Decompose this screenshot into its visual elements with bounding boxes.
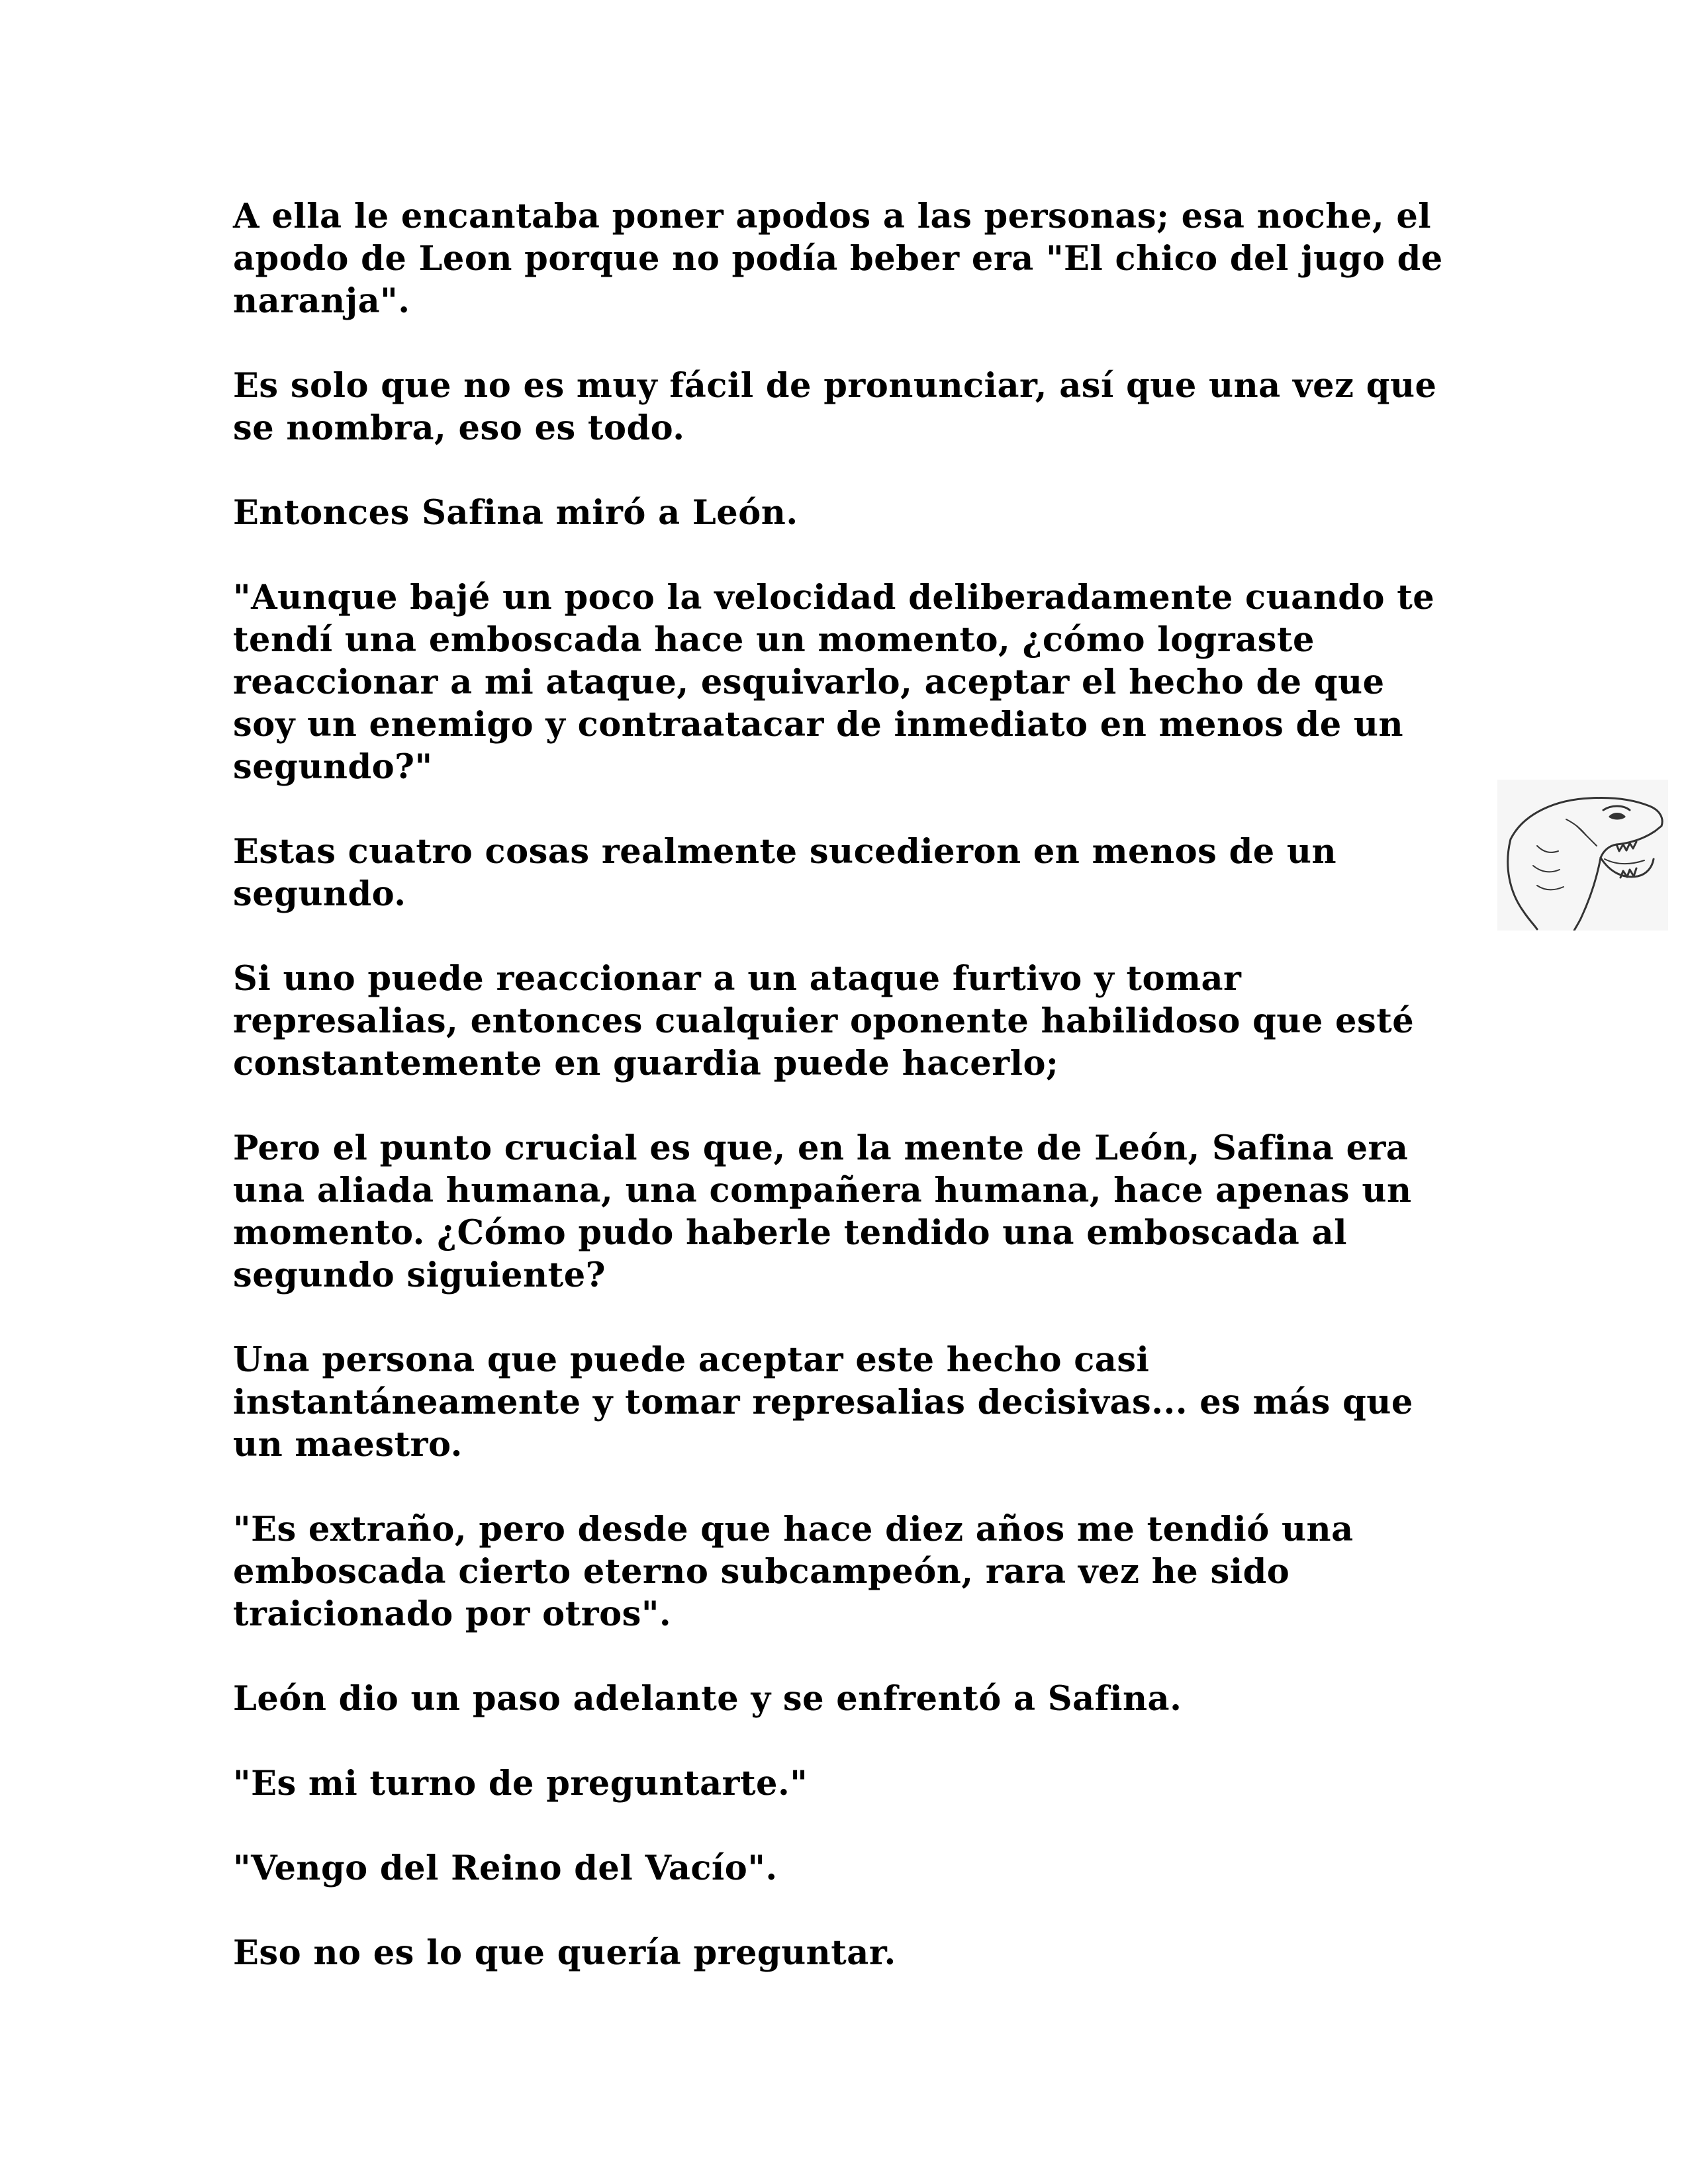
paragraph: Estas cuatro cosas realmente sucedieron en menos de un segundo. [233,832,1337,914]
paragraph: "Es extraño, pero desde que hace diez años me tendió una emboscada cierto eterno subcampeón, rara vez he sido traicionado por otros". [233,1510,1354,1634]
paragraph: A ella le encantaba poner apodos a las personas; esa noche, el apodo de Leon porque no podía beber era "El chico del jugo de naranja". [233,197,1443,321]
text-body [233,195,1458,2017]
paragraph: Pero el punto crucial es que, en la mente de León, Safina era una aliada humana, una compañera humana, hace apenas un momento. ¿Cómo pudo haberle tendido una emboscada al segundo siguiente? [233,1128,1412,1295]
paragraph: "Vengo del Reino del Vacío". [233,1848,778,1888]
paragraph: Es solo que no es muy fácil de pronunciar, así que una vez que se nombra, eso es todo. [233,366,1437,448]
paragraph: Una persona que puede aceptar este hecho casi instantáneamente y tomar represalias decisivas... es más que un maestro. [233,1340,1413,1465]
paragraph: "Es mi turno de preguntarte." [233,1764,808,1803]
paragraph: León dio un paso adelante y se enfrentó a Safina. [233,1679,1182,1719]
paragraph: Entonces Safina miró a León. [233,493,798,533]
paragraph: Si uno puede reaccionar a un ataque furtivo y tomar represalias, entonces cualquier oponente habilidoso que esté constantemente en guardia puede hacerlo; [233,959,1415,1083]
paragraph: Eso no es lo que quería preguntar. [233,1933,896,1973]
paragraph: "Aunque bajé un poco la velocidad deliberadamente cuando te tendí una emboscada hace un momento, ¿cómo lograste reaccionar a mi ataque, esquivarlo, aceptar el hecho de que soy un enemigo y contraatacar de inmediato en menos de un segundo?" [233,578,1435,787]
dinosaur-head-icon [1497,780,1668,931]
